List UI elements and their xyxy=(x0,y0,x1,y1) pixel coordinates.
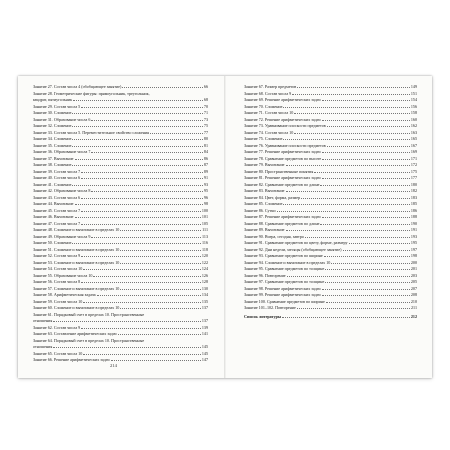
toc-entry-page: 200 xyxy=(410,259,417,265)
toc-leader-dots xyxy=(75,159,203,160)
toc-leader-dots xyxy=(294,133,410,134)
toc-entry-page: 130 xyxy=(201,285,208,291)
toc-entry-page: 177 xyxy=(410,175,417,180)
toc-leader-dots xyxy=(75,204,203,205)
toc-leader-dots xyxy=(322,217,410,218)
toc-entry-page: 198 xyxy=(410,253,417,258)
toc-entry-page: 137 xyxy=(201,305,208,310)
toc-leader-dots xyxy=(297,308,410,309)
toc-leader-dots xyxy=(83,269,201,270)
toc-entry-page: 201 xyxy=(410,266,417,271)
toc-leader-dots xyxy=(118,334,201,335)
toc-entry-page: 105 xyxy=(201,220,208,226)
toc-leader-dots xyxy=(324,256,410,257)
toc-leader-dots xyxy=(120,289,201,290)
toc-entry-title: Занятие 78. Сравнение предметов по высоте xyxy=(244,155,322,161)
toc-entry-title: Занятие 40. Состав числа 6 xyxy=(33,175,81,180)
toc-leader-dots xyxy=(301,198,410,199)
toc-entry-page: 151 xyxy=(410,90,417,96)
toc-leader-dots xyxy=(91,120,203,121)
toc-entry-page: 126 xyxy=(201,272,208,278)
toc-entry-page: 118 xyxy=(202,246,208,252)
toc-leader-dots xyxy=(72,243,201,244)
toc-leader-dots xyxy=(97,295,201,296)
toc-entry-title: Занятие 86. Сутки xyxy=(244,207,276,213)
toc-entry-page: 141 xyxy=(201,331,208,336)
toc-leader-dots xyxy=(326,302,410,303)
toc-leader-dots xyxy=(91,237,201,238)
toc-entry-title: Занятие 91. Сравнение предметов по цвету, форме, размеру xyxy=(244,240,348,245)
toc-entry-page: 111 xyxy=(202,227,208,232)
toc-entry-page: 172 xyxy=(410,162,417,167)
toc-entry-page: 165 xyxy=(410,136,417,141)
bibliography-title: Список литературы xyxy=(244,313,282,319)
toc-entry-page: 186 xyxy=(410,207,417,213)
toc-leader-dots xyxy=(320,185,409,186)
toc-leader-dots xyxy=(305,237,410,238)
toc-leader-dots xyxy=(81,282,201,283)
toc-leader-dots xyxy=(120,263,201,264)
toc-leader-dots xyxy=(81,107,203,108)
toc-entry-title: Занятие 79. Вычитание xyxy=(244,162,285,167)
toc-entry-title: Занятие 30. Сложение xyxy=(33,110,72,115)
toc-entry-title: Занятие 29. Состав числа 5 xyxy=(33,103,81,109)
toc-leader-dots xyxy=(91,191,203,192)
toc-entry-title: Занятие 27. Состав числа 4 (обобщающее занятие) xyxy=(33,84,122,89)
toc-entry-page: 210 xyxy=(410,298,417,304)
toc-leader-dots xyxy=(81,224,201,225)
toc-entry xyxy=(244,305,417,312)
toc-leader-dots xyxy=(72,139,202,140)
toc-entry-page: 101 xyxy=(201,214,208,219)
toc-entry-title: Занятие 85. Сложение xyxy=(244,201,283,206)
toc-entry-title: Занятие 95. Сравнение предметов по толщине xyxy=(244,266,325,271)
toc-leader-dots xyxy=(93,276,200,277)
right-page-toc xyxy=(244,84,417,320)
toc-entry-title: Занятие 97. Сравнение предметов по толщине xyxy=(244,279,325,284)
toc-entry-page: 73 xyxy=(203,116,208,122)
toc-leader-dots xyxy=(322,159,410,160)
toc-entry-title: Занятие 37. Вычитание xyxy=(33,155,74,161)
toc-entry-page: 162 xyxy=(410,123,417,128)
toc-entry-page: 95 xyxy=(203,188,208,193)
toc-entry-title: Занятие 63. Составление арифметических задач xyxy=(33,331,117,336)
toc-entry-title: Занятие 53. Сложение и вычитание в пределах 10 xyxy=(33,259,120,265)
toc-entry-page: 158 xyxy=(410,110,417,115)
toc-leader-dots xyxy=(53,321,201,322)
bibliography-page: 212 xyxy=(410,313,417,319)
toc-entry-page: 116 xyxy=(202,240,208,245)
book-spine xyxy=(224,76,226,378)
toc-entry-page: 147 xyxy=(201,357,208,362)
toc-entry-page: 171 xyxy=(410,155,417,161)
toc-entry-page: 145 xyxy=(201,350,208,356)
toc-entry-title: Занятие 82. Сравнение предметов по длине xyxy=(244,181,320,187)
toc-leader-dots xyxy=(53,347,201,348)
toc-entry-page: 167 xyxy=(410,142,417,148)
toc-entry-title: Занятие 84. Цвет, форма, размер xyxy=(244,194,301,200)
toc-leader-dots xyxy=(314,172,410,173)
toc-leader-dots xyxy=(327,126,410,127)
toc-entry-page: 156 xyxy=(410,103,417,109)
toc-entry-title: Занятие 88. Сравнение предметов по длине xyxy=(244,220,320,226)
toc-entry-title: Занятие 93. Сравнение предметов по ширине xyxy=(244,253,323,258)
toc-leader-dots xyxy=(322,120,410,121)
toc-leader-dots xyxy=(294,113,410,114)
page-number: 214 xyxy=(110,363,117,368)
toc-entry-page: 145 xyxy=(201,344,208,349)
toc-leader-dots xyxy=(283,139,409,140)
toc-leader-dots xyxy=(120,308,201,309)
toc-entry-title: Занятие 55. Образование числа 10 xyxy=(33,272,93,278)
toc-entry-page: 137 xyxy=(201,318,208,323)
toc-leader-dots xyxy=(81,178,203,179)
toc-entry-page: 87 xyxy=(203,162,208,167)
toc-entry-page: 197 xyxy=(410,246,417,252)
toc-entry-page: 93 xyxy=(203,181,208,187)
toc-leader-dots xyxy=(286,165,410,166)
toc-leader-dots xyxy=(111,360,201,361)
toc-entry-page: 80 xyxy=(203,136,208,141)
toc-entry-page: 190 xyxy=(410,220,417,226)
toc-entry-page: 77 xyxy=(203,129,208,135)
toc-entry-title: Занятие 67. Размер предметов xyxy=(244,84,297,89)
toc-entry-title: Занятие 42. Образование числа 8 xyxy=(33,188,91,193)
toc-entry-page: 124 xyxy=(201,266,208,271)
toc-entry-page: 100 xyxy=(201,207,208,213)
toc-entry-title: Занятие 68. Состав числа 9 xyxy=(244,90,292,96)
toc-entry-page: 163 xyxy=(410,129,417,135)
toc-entry-title: Занятие 50. Сложение xyxy=(33,240,72,245)
toc-entry-page: 70 xyxy=(203,103,208,109)
toc-entry-title: Занятие 47. Состав числа 7 xyxy=(33,220,81,226)
toc-entry-title: Занятие 101–102. Повторение xyxy=(244,305,296,310)
toc-entry-page: 128 xyxy=(201,279,208,284)
toc-entry-title: Занятие 56. Состав числа 8 xyxy=(33,279,81,284)
toc-entry-title: Занятие 72. Решение арифметических задач xyxy=(244,116,321,122)
toc-leader-dots xyxy=(83,302,201,303)
toc-entry-title: Занятие 64. Порядковый счет в пределах 10. Пространственные xyxy=(33,337,145,343)
toc-entry-title: Занятие 51. Сложение и вычитание в пределах 10 xyxy=(33,246,120,252)
toc-leader-dots xyxy=(75,217,201,218)
toc-leader-dots xyxy=(277,211,410,212)
toc-entry-title: Занятие 99. Решение арифметических задач xyxy=(244,292,321,297)
toc-entry-title: Занятие 57. Сложение и вычитание в пределах 10 xyxy=(33,285,120,291)
toc-leader-dots xyxy=(286,230,410,231)
toc-entry-page: 182 xyxy=(410,188,417,193)
toc-entry-title: Занятие 59. Состав числа 10 xyxy=(33,298,83,304)
toc-entry-page: 208 xyxy=(410,292,417,297)
toc-entry-title: Занятие 32. Сложение xyxy=(33,123,72,128)
toc-entry-title: Занятие 76. Уравнивание плоскости предметов xyxy=(244,142,326,148)
toc-entry-page: 195 xyxy=(410,240,417,245)
toc-entry-page: 66 xyxy=(203,84,208,89)
toc-entry-page: 185 xyxy=(410,201,417,206)
toc-entry-title: Занятие 60. Сложение и вычитание в пределах 10 xyxy=(33,305,120,310)
toc-leader-dots xyxy=(91,152,203,153)
toc-entry-title: Занятие 65. Состав числа 10 xyxy=(33,350,83,356)
toc-entry-page: 207 xyxy=(410,285,417,291)
toc-entry-page: 139 xyxy=(201,324,208,330)
toc-leader-dots xyxy=(287,276,410,277)
toc-entry-page: 180 xyxy=(410,181,417,187)
toc-bibliography-entry xyxy=(244,314,417,321)
toc-entry-title: Занятие 58. Арифметическая задача xyxy=(33,292,96,297)
toc-entry-title: Занятие 66. Решение арифметических задач xyxy=(33,357,110,362)
toc-leader-dots xyxy=(322,289,410,290)
toc-leader-dots xyxy=(81,172,203,173)
toc-leader-dots xyxy=(283,107,409,108)
toc-entry-page: 120 xyxy=(201,253,208,258)
toc-leader-dots xyxy=(297,87,410,88)
toc-entry-page: 75 xyxy=(203,123,208,128)
toc-entry-title: Занятие 94. Сложение и вычитание в пределах 10 xyxy=(244,259,331,265)
toc-entry-title: Занятие 77. Решение арифметических задач xyxy=(244,149,321,154)
toc-entry-title: Занятие 39. Состав числа 7 xyxy=(33,168,81,174)
toc-leader-dots xyxy=(73,100,203,101)
toc-entry-title: Занятие 71. Состав числа 10 xyxy=(244,110,294,115)
toc-entry-page: 98 xyxy=(203,201,208,206)
toc-entry-page: 175 xyxy=(410,168,417,174)
toc-entry-title: Занятие 36. Образование числа 7 xyxy=(33,149,91,154)
toc-leader-dots xyxy=(81,198,203,199)
toc-entry-page: 135 xyxy=(201,298,208,304)
toc-leader-dots xyxy=(83,354,201,355)
toc-entry-page: 89 xyxy=(203,168,208,174)
toc-entry-title: Занятие 96. Повторение xyxy=(244,272,286,278)
toc-entry-title: Занятие 100. Сравнение предметов по ширине xyxy=(244,298,325,304)
toc-leader-dots xyxy=(325,282,410,283)
toc-entry-title: Занятие 62. Состав числа 9 xyxy=(33,324,81,330)
toc-entry-title: Занятие 33. Состав числа 5. Переместительное свойство сложения xyxy=(33,129,150,135)
toc-entry-page: 96 xyxy=(203,194,208,200)
toc-leader-dots xyxy=(150,133,203,134)
toc-entry-page: 86 xyxy=(203,155,208,161)
toc-entry-title: отношения xyxy=(33,318,53,323)
toc-entry-title: Занятие 54. Состав числа 10 xyxy=(33,266,83,271)
toc-entry-title: Занятие 83. Вычитание xyxy=(244,188,285,193)
toc-leader-dots xyxy=(283,204,409,205)
toc-entry-title: Занятие 48. Сложение и вычитание в пределах 10 xyxy=(33,227,120,232)
toc-entry-page: 160 xyxy=(410,116,417,122)
toc-entry-title: отношения xyxy=(33,344,53,349)
toc-entry-title: Занятие 52. Состав числа 9 xyxy=(33,253,81,258)
toc-entry-title: Занятие 73. Уравнивание плоскости предметов xyxy=(244,123,326,128)
toc-entry-page: 68 xyxy=(203,97,208,102)
toc-entry-title: Занятие 41. Сложение xyxy=(33,181,72,187)
toc-leader-dots xyxy=(322,178,410,179)
toc-entry-title: Занятие 75. Сложение xyxy=(244,136,283,141)
toc-entry-title: Занятие 38. Сложение xyxy=(33,162,72,167)
toc-entry-page: 193 xyxy=(410,233,417,239)
toc-entry-title: Занятие 45. Состав числа 7 xyxy=(33,207,81,213)
toc-entry-page: 188 xyxy=(410,214,417,219)
toc-leader-dots xyxy=(72,113,202,114)
toc-entry-page: 122 xyxy=(201,259,208,265)
toc-entry-title: Занятие 28. Геометрические фигуры: прямоугольник, треугольник, xyxy=(33,90,150,96)
toc-leader-dots xyxy=(343,250,410,251)
toc-entry-title: Занятие 34. Сложение xyxy=(33,136,72,141)
toc-entry-title: Занятие 81. Решение арифметических задач xyxy=(244,175,321,180)
toc-entry-title: Занятие 87. Решение арифметических задач xyxy=(244,214,321,219)
toc-entry-page: 154 xyxy=(410,97,417,102)
toc-entry-page: 134 xyxy=(201,292,208,297)
toc-leader-dots xyxy=(72,185,202,186)
toc-entry-page: 191 xyxy=(410,227,417,232)
toc-leader-dots xyxy=(120,250,201,251)
toc-leader-dots xyxy=(327,146,410,147)
toc-leader-dots xyxy=(322,152,410,153)
toc-entry-title: Занятие 46. Вычитание xyxy=(33,214,74,219)
toc-entry-title: Занятие 31. Образование числа 6 xyxy=(33,116,91,122)
toc-entry-title: Занятие 70. Сложение xyxy=(244,103,283,109)
toc-leader-dots xyxy=(325,269,410,270)
toc-entry-page: 84 xyxy=(203,149,208,154)
toc-leader-dots xyxy=(72,165,202,166)
toc-entry-title: Занятие 80. Пространственные понятия xyxy=(244,168,314,174)
toc-entry-title: Занятие 92. Дни недели, месяцы (обобщающее занятие) xyxy=(244,246,342,252)
toc-leader-dots xyxy=(81,256,201,257)
toc-leader-dots xyxy=(322,295,410,296)
toc-entry-title: Занятие 89. Вычитание xyxy=(244,227,285,232)
toc-entry-page: 211 xyxy=(411,305,417,310)
toc-entry-page: 91 xyxy=(203,175,208,180)
toc-leader-dots xyxy=(331,263,410,264)
toc-entry-title: квадрат, пятиугольник xyxy=(33,97,73,102)
toc-entry xyxy=(33,357,208,364)
toc-entry-title: Занятие 74. Состав числа 10 xyxy=(244,129,294,135)
toc-leader-dots xyxy=(122,87,203,88)
toc-leader-dots xyxy=(349,243,410,244)
toc-entry-title: Занятие 49. Образование числа 9 xyxy=(33,233,91,239)
left-page-toc xyxy=(33,84,208,364)
toc-entry-title: Занятие 35. Сложение xyxy=(33,142,72,148)
toc-entry-page: 203 xyxy=(410,272,417,278)
toc-entry-title: Занятие 98. Решение арифметических задач xyxy=(244,285,321,291)
toc-entry-page: 71 xyxy=(203,110,208,115)
toc-leader-dots xyxy=(320,224,409,225)
toc-leader-dots xyxy=(120,230,201,231)
toc-entry-page: 169 xyxy=(410,149,417,154)
toc-leader-dots xyxy=(322,100,410,101)
toc-leader-dots xyxy=(72,146,202,147)
toc-leader-dots xyxy=(81,328,201,329)
toc-leader-dots xyxy=(286,191,410,192)
toc-leader-dots xyxy=(292,94,410,95)
toc-leader-dots xyxy=(282,317,410,318)
toc-entry-page: 183 xyxy=(410,194,417,200)
toc-entry-page: 81 xyxy=(203,142,208,148)
toc-entry-title: Занятие 90. Вчера, сегодня, завтра xyxy=(244,233,304,239)
toc-entry-title: Занятие 61. Порядковый счет в пределах 10. Пространственные xyxy=(33,311,145,317)
toc-entry-page: 205 xyxy=(410,279,417,284)
toc-entry-title: Занятие 43. Состав числа 6 xyxy=(33,194,81,200)
toc-entry-page: 149 xyxy=(410,84,417,89)
toc-leader-dots xyxy=(72,126,202,127)
toc-entry-title: Занятие 69. Решение арифметических задач xyxy=(244,97,321,102)
toc-entry-title: Занятие 44. Вычитание xyxy=(33,201,74,206)
toc-leader-dots xyxy=(81,211,201,212)
toc-entry-page: 113 xyxy=(202,233,208,239)
